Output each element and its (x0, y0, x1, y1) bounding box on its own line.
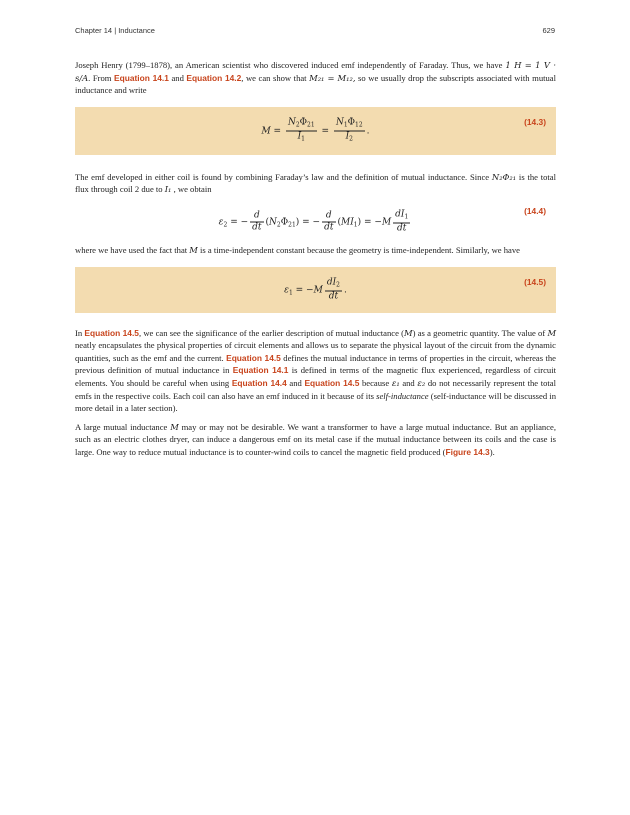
equation-number: (14.5) (524, 276, 546, 287)
page-body (75, 59, 556, 465)
link-equation-14-5[interactable]: Equation 14.5 (226, 352, 281, 363)
link-equation-14-5[interactable]: Equation 14.5 (304, 377, 360, 388)
equation-14-5: $\varepsilon_1 = -M$ $\frac{dI_2}{dt}$ . (284, 277, 347, 302)
link-equation-14-2[interactable]: Equation 14.2 (186, 72, 242, 83)
chapter-title: Chapter 14 | Inductance (75, 26, 155, 35)
paragraph-3: where we have used the fact that M is a time-independent constant because the geometry is time-independent. Similarly, we have (75, 244, 520, 255)
inline-math-emf-1: ε₁ (391, 377, 400, 388)
link-equation-14-5[interactable]: Equation 14.5 (84, 327, 139, 338)
equation-14-4-block (75, 202, 556, 242)
inline-math-m21-m12: M₂₁ = M₁₂, (309, 72, 356, 83)
link-equation-14-1[interactable]: Equation 14.1 (232, 365, 289, 376)
inline-math-emf-2: ε₂ (417, 377, 426, 388)
link-equation-14-1[interactable]: Equation 14.1 (114, 72, 169, 83)
link-equation-14-4[interactable]: Equation 14.4 (231, 377, 287, 388)
inline-math-n2-phi21: N₂Φ₂₁ (491, 171, 517, 182)
inline-math-i1: I₁ (164, 184, 172, 195)
paragraph-5: A large mutual inductance M may or may not be desirable. We want a transformer to have a large mutual inductance. But an appliance, such as an electric clothes dryer, can induce a dangerous emf on its metal case if the mutual inductance between its coils and the case is large. One way to reduce mutual inductance is to counter-wind coils to cancel the magnetic field produced (Figure 14.3). (75, 421, 557, 457)
paragraph-2: The emf developed in either coil is found by combining Faraday’s law and the definition of mutual inductance. Since N₂Φ₂₁ is the total flux through coil 2 due to I₁ , we obtain (75, 171, 557, 195)
unit-expression: 1 H = 1 V · s/A (75, 60, 557, 83)
equation-14-4: $\varepsilon_2$ = − $\frac{d}{dt}$ $(N_2\Phi_{21})$ = − $\frac{d}{dt}$ $(MI_1) = -M$ $\frac{dI_1}{dt}$ (218, 209, 409, 234)
equation-14-5-box (75, 267, 556, 313)
link-figure-14-3[interactable]: Figure 14.3 (445, 446, 490, 457)
equation-number: (14.3) (524, 116, 546, 127)
page-header (75, 26, 555, 38)
equation-14-3-box (75, 107, 556, 155)
equation-number: (14.4) (524, 205, 546, 216)
paragraph-1: Joseph Henry (1799–1878), an American scientist who discovered induced emf independently of Faraday. Thus, we have 1 H = 1 V · s/A. From Equation 14.1 and Equation 14.2, we can show that M₂₁ = M₁₂, so we usually drop the subscripts associated with mutual inductance and write (75, 60, 557, 96)
paragraph-4: In Equation 14.5, we can see the significance of the earlier description of mutual inductance (M) as a geometric quantity. The value of M neatly encapsulates the physical properties of circuit elements and allows us to separate the physical layout of the circuit from the dynamic quantities, such as the emf and the current. Equation 14.5 defines the mutual inductance in terms of properties in the circuit, whereas the previous definition of mutual inductance in Equation 14.1 is defined in terms of the magnetic flux experienced, regardless of circuit elements. You should be careful when using Equation 14.4 and Equation 14.5 because ε₁ and ε₂ do not necessarily represent the total emfs in the respective coils. Each coil can also have an emf induced in it because of its self-inductance (self-inductance will be discussed in more detail in a later section). (75, 327, 557, 414)
page-number: 629 (542, 26, 555, 35)
equation-14-3: M = $\frac{N_2\Phi_{21}}{I_1}$ = $\frac{N_1\Phi_{12}}{I_2}$ . (261, 117, 370, 143)
